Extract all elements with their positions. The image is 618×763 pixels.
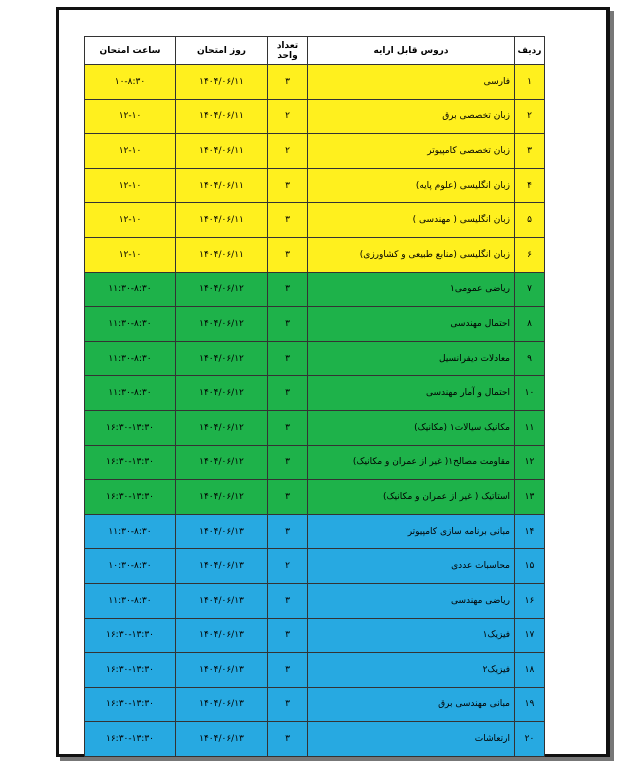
course-title-cell: زبان تخصصی برق: [308, 99, 515, 134]
row-number-cell: ۷: [515, 272, 545, 307]
table-header: [85, 37, 545, 65]
table-row: [85, 203, 545, 238]
course-title-cell: ریاضی مهندسی: [308, 583, 515, 618]
exam-date-cell: ۱۴۰۴/۰۶/۱۱: [176, 203, 268, 238]
course-title-cell: احتمال و آمار مهندسی: [308, 376, 515, 411]
table-row: [85, 583, 545, 618]
exam-date-cell: ۱۴۰۴/۰۶/۱۳: [176, 687, 268, 722]
row-number-cell: ۶: [515, 237, 545, 272]
exam-date-cell: ۱۴۰۴/۰۶/۱۱: [176, 168, 268, 203]
units-cell: ۳: [268, 480, 308, 515]
units-cell: ۳: [268, 376, 308, 411]
row-number-cell: ۱۴: [515, 514, 545, 549]
table-row: [85, 134, 545, 169]
row-number-cell: ۱۷: [515, 618, 545, 653]
table-row: [85, 272, 545, 307]
course-title-cell: زبان انگلیسی ( مهندسی ): [308, 203, 515, 238]
course-title-cell: زبان انگلیسی (منابع طبیعی و کشاورزی): [308, 237, 515, 272]
table-row: [85, 687, 545, 722]
header-units-line1: تعداد: [276, 40, 299, 51]
course-title-cell: فارسی: [308, 65, 515, 100]
exam-date-cell: ۱۴۰۴/۰۶/۱۱: [176, 99, 268, 134]
units-cell: ۳: [268, 514, 308, 549]
row-number-cell: ۲: [515, 99, 545, 134]
page-shadow: [610, 11, 614, 761]
table-row: [85, 307, 545, 342]
table-body: [85, 65, 545, 757]
units-cell: ۳: [268, 65, 308, 100]
exam-date-cell: ۱۴۰۴/۰۶/۱۲: [176, 307, 268, 342]
units-cell: ۳: [268, 445, 308, 480]
units-cell: ۳: [268, 653, 308, 688]
exam-time-cell: ۱۲-۱۰: [85, 99, 176, 134]
header-course-title: دروس قابل ارایه: [308, 37, 515, 65]
table-row: [85, 514, 545, 549]
exam-time-cell: ۱۱:۳۰-۸:۳۰: [85, 307, 176, 342]
exam-date-cell: ۱۴۰۴/۰۶/۱۲: [176, 410, 268, 445]
course-title-cell: زبان انگلیسی (علوم پایه): [308, 168, 515, 203]
exam-time-cell: ۱۶:۳۰-۱۳:۳۰: [85, 445, 176, 480]
exam-time-cell: ۱۱:۳۰-۸:۳۰: [85, 341, 176, 376]
table-row: [85, 237, 545, 272]
table-row: [85, 410, 545, 445]
exam-date-cell: ۱۴۰۴/۰۶/۱۳: [176, 514, 268, 549]
units-cell: ۳: [268, 722, 308, 757]
table-row: [85, 653, 545, 688]
header-units-line2: واحد: [277, 50, 298, 61]
course-title-cell: احتمال مهندسی: [308, 307, 515, 342]
header-units: [268, 37, 308, 65]
exam-time-cell: ۱۲-۱۰: [85, 134, 176, 169]
exam-time-cell: ۱۱:۳۰-۸:۳۰: [85, 583, 176, 618]
units-cell: ۳: [268, 272, 308, 307]
row-number-cell: ۱۰: [515, 376, 545, 411]
exam-date-cell: ۱۴۰۴/۰۶/۱۲: [176, 376, 268, 411]
exam-time-cell: ۱۶:۳۰-۱۳:۳۰: [85, 410, 176, 445]
course-title-cell: مبانی برنامه سازی کامپیوتر: [308, 514, 515, 549]
exam-time-cell: ۱۶:۳۰-۱۳:۳۰: [85, 618, 176, 653]
units-cell: ۳: [268, 687, 308, 722]
exam-time-cell: ۱۰:۳۰-۸:۳۰: [85, 549, 176, 584]
units-cell: ۳: [268, 410, 308, 445]
exam-time-cell: ۱۱:۳۰-۸:۳۰: [85, 376, 176, 411]
units-cell: ۳: [268, 168, 308, 203]
row-number-cell: ۴: [515, 168, 545, 203]
table-row: [85, 618, 545, 653]
exam-time-cell: ۱۶:۳۰-۱۳:۳۰: [85, 480, 176, 515]
exam-time-cell: ۱۰-۸:۳۰: [85, 65, 176, 100]
row-number-cell: ۱۶: [515, 583, 545, 618]
course-title-cell: زبان تخصصی کامپیوتر: [308, 134, 515, 169]
units-cell: ۳: [268, 203, 308, 238]
exam-time-cell: ۱۲-۱۰: [85, 203, 176, 238]
table-row: [85, 341, 545, 376]
table-row: [85, 445, 545, 480]
units-cell: ۲: [268, 134, 308, 169]
exam-date-cell: ۱۴۰۴/۰۶/۱۲: [176, 480, 268, 515]
table-row: [85, 168, 545, 203]
row-number-cell: ۱۹: [515, 687, 545, 722]
exam-date-cell: ۱۴۰۴/۰۶/۱۳: [176, 583, 268, 618]
units-cell: ۳: [268, 237, 308, 272]
row-number-cell: ۸: [515, 307, 545, 342]
row-number-cell: ۲۰: [515, 722, 545, 757]
course-title-cell: فیزیک۲: [308, 653, 515, 688]
units-cell: ۳: [268, 618, 308, 653]
course-title-cell: استاتیک ( غیر از عمران و مکانیک): [308, 480, 515, 515]
header-row-number: ردیف: [515, 37, 545, 65]
units-cell: ۳: [268, 583, 308, 618]
row-number-cell: ۱۵: [515, 549, 545, 584]
exam-date-cell: ۱۴۰۴/۰۶/۱۳: [176, 722, 268, 757]
row-number-cell: ۱۳: [515, 480, 545, 515]
page-shadow: [60, 757, 614, 761]
course-title-cell: مقاومت مصالح۱( غیر از عمران و مکانیک): [308, 445, 515, 480]
table-row: [85, 722, 545, 757]
row-number-cell: ۱۸: [515, 653, 545, 688]
exam-schedule-table: [84, 36, 545, 757]
table-row: [85, 549, 545, 584]
exam-date-cell: ۱۴۰۴/۰۶/۱۳: [176, 653, 268, 688]
row-number-cell: ۱: [515, 65, 545, 100]
exam-time-cell: ۱۱:۳۰-۸:۳۰: [85, 514, 176, 549]
table-row: [85, 65, 545, 100]
exam-date-cell: ۱۴۰۴/۰۶/۱۱: [176, 237, 268, 272]
exam-time-cell: ۱۲-۱۰: [85, 237, 176, 272]
exam-date-cell: ۱۴۰۴/۰۶/۱۱: [176, 134, 268, 169]
row-number-cell: ۹: [515, 341, 545, 376]
exam-date-cell: ۱۴۰۴/۰۶/۱۲: [176, 272, 268, 307]
table-row: [85, 376, 545, 411]
course-title-cell: محاسبات عددی: [308, 549, 515, 584]
course-title-cell: ریاضی عمومی۱: [308, 272, 515, 307]
exam-time-cell: ۱۶:۳۰-۱۳:۳۰: [85, 653, 176, 688]
exam-time-cell: ۱۲-۱۰: [85, 168, 176, 203]
exam-date-cell: ۱۴۰۴/۰۶/۱۳: [176, 549, 268, 584]
units-cell: ۲: [268, 99, 308, 134]
exam-time-cell: ۱۶:۳۰-۱۳:۳۰: [85, 722, 176, 757]
header-exam-time: ساعت امتحان: [85, 37, 176, 65]
course-title-cell: ارتعاشات: [308, 722, 515, 757]
exam-date-cell: ۱۴۰۴/۰۶/۱۲: [176, 341, 268, 376]
exam-date-cell: ۱۴۰۴/۰۶/۱۲: [176, 445, 268, 480]
exam-date-cell: ۱۴۰۴/۰۶/۱۱: [176, 65, 268, 100]
units-cell: ۳: [268, 341, 308, 376]
course-title-cell: مکانیک سیالات۱ (مکانیک): [308, 410, 515, 445]
exam-time-cell: ۱۱:۳۰-۸:۳۰: [85, 272, 176, 307]
row-number-cell: ۱۱: [515, 410, 545, 445]
units-cell: ۳: [268, 307, 308, 342]
exam-date-cell: ۱۴۰۴/۰۶/۱۳: [176, 618, 268, 653]
row-number-cell: ۵: [515, 203, 545, 238]
table-row: [85, 480, 545, 515]
row-number-cell: ۱۲: [515, 445, 545, 480]
header-exam-date: روز امتحان: [176, 37, 268, 65]
table-row: [85, 99, 545, 134]
course-title-cell: معادلات دیفرانسیل: [308, 341, 515, 376]
exam-time-cell: ۱۶:۳۰-۱۳:۳۰: [85, 687, 176, 722]
units-cell: ۲: [268, 549, 308, 584]
row-number-cell: ۳: [515, 134, 545, 169]
course-title-cell: فیزیک۱: [308, 618, 515, 653]
header-row: [85, 37, 545, 65]
course-title-cell: مبانی مهندسی برق: [308, 687, 515, 722]
